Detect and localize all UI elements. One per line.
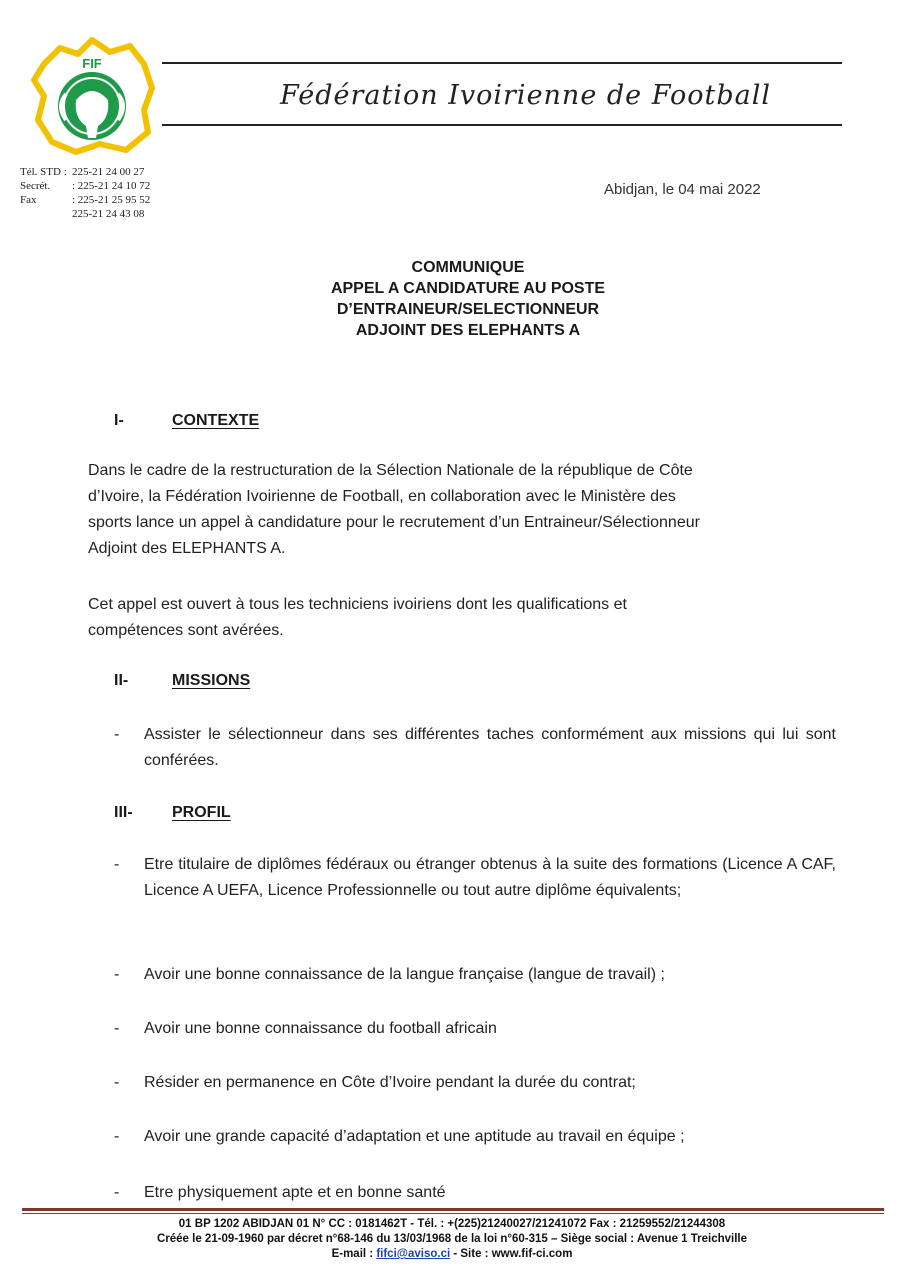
section-title: CONTEXTE (172, 412, 260, 429)
document-date: Abidjan, le 04 mai 2022 (604, 181, 761, 198)
contact-block (20, 165, 150, 221)
section-number: II- (114, 672, 129, 689)
bullet-dash: - (114, 856, 120, 873)
footer-rule-thick (22, 1208, 884, 1211)
section-missions-heading (114, 672, 414, 692)
bullet-dash: - (114, 1184, 120, 1201)
section-title: MISSIONS (172, 672, 251, 689)
contexte-paragraph-2: Cet appel est ouvert à tous les techniciens ivoiriens dont les qualifications et compétences sont avérées. (88, 596, 627, 639)
list-item: - Avoir une grande capacité d’adaptation et une aptitude au travail en équipe ; (114, 1124, 836, 1150)
title-line-1: COMMUNIQUE (411, 259, 525, 276)
website-text: - Site : www.fif-ci.com (450, 1248, 573, 1260)
bullet-dash: - (114, 1128, 120, 1145)
contact-fax-2: 225-21 24 43 08 (72, 208, 145, 220)
document-title (0, 257, 904, 341)
contact-phone-std: Tél. STD : 225-21 24 00 27 (20, 166, 145, 178)
contact-fax: Fax : 225-21 25 95 52 (20, 194, 151, 206)
header-rule-top (162, 62, 842, 64)
title-line-3: D’ENTRAINEUR/SELECTIONNEUR (336, 301, 600, 318)
contact-secretariat: Secrét. : 225-21 24 10 72 (20, 180, 151, 192)
section-title: PROFIL (172, 804, 231, 821)
contexte-paragraph-1: Dans le cadre de la restructuration de la Sélection Nationale de la république de Côte d’Ivoire, la Fédération Ivoirienne de Football, en collaboration avec le Ministère des sports lance un appel à candidature pour le recrutement d’un Entraineur/Sélectionneur Adjoint des ELEPHANTS A. (88, 462, 700, 557)
email-link[interactable]: fifci@aviso.ci (376, 1248, 451, 1260)
section-number: I- (114, 412, 124, 429)
footer-legal: Créée le 21-09-1960 par décret n°68-146 du 13/03/1968 de la loi n°60-315 – Siège social : Avenue 1 Treichville (156, 1233, 748, 1245)
profil-list (114, 852, 836, 1212)
logo-lettering: FIF (82, 56, 102, 71)
bullet-dash: - (114, 1074, 120, 1091)
list-item: - Assister le sélectionneur dans ses différentes taches conformément aux missions qui lui sont conférées. (114, 722, 836, 774)
header-rule-bottom (162, 124, 842, 126)
section-contexte-heading (114, 412, 414, 432)
bullet-dash: - (114, 1020, 120, 1037)
footer (0, 1217, 904, 1262)
list-item: - Etre physiquement apte et en bonne santé (114, 1180, 836, 1206)
list-item: - Etre titulaire de diplômes fédéraux ou étranger obtenus à la suite des formations (Licence A CAF, Licence A UEFA, Licence Professionnelle ou tout autre diplôme équivalents; (114, 852, 836, 904)
list-item: - Avoir une bonne connaissance de la langue française (langue de travail) ; (114, 962, 836, 988)
footer-rule-thin (22, 1213, 884, 1214)
email-label: E-mail : (331, 1248, 377, 1260)
title-line-2: APPEL A CANDIDATURE AU POSTE (330, 280, 606, 297)
fif-logo (26, 34, 158, 156)
list-item: - Avoir une bonne connaissance du football africain (114, 1016, 836, 1042)
footer-address: 01 BP 1202 ABIDJAN 01 N° CC : 0181462T - Tél. : +(225)21240027/21241072 Fax : 21259552/21244308 (178, 1218, 726, 1230)
section-profil-heading (114, 804, 414, 824)
footer-contact (0, 1247, 904, 1262)
title-line-4: ADJOINT DES ELEPHANTS A (355, 322, 581, 339)
list-item: - Résider en permanence en Côte d’Ivoire pendant la durée du contrat; (114, 1070, 836, 1096)
bullet-dash: - (114, 966, 120, 983)
bullet-dash: - (114, 726, 120, 743)
federation-name: Fédération Ivoirienne de Football (280, 80, 771, 111)
section-number: III- (114, 804, 133, 821)
